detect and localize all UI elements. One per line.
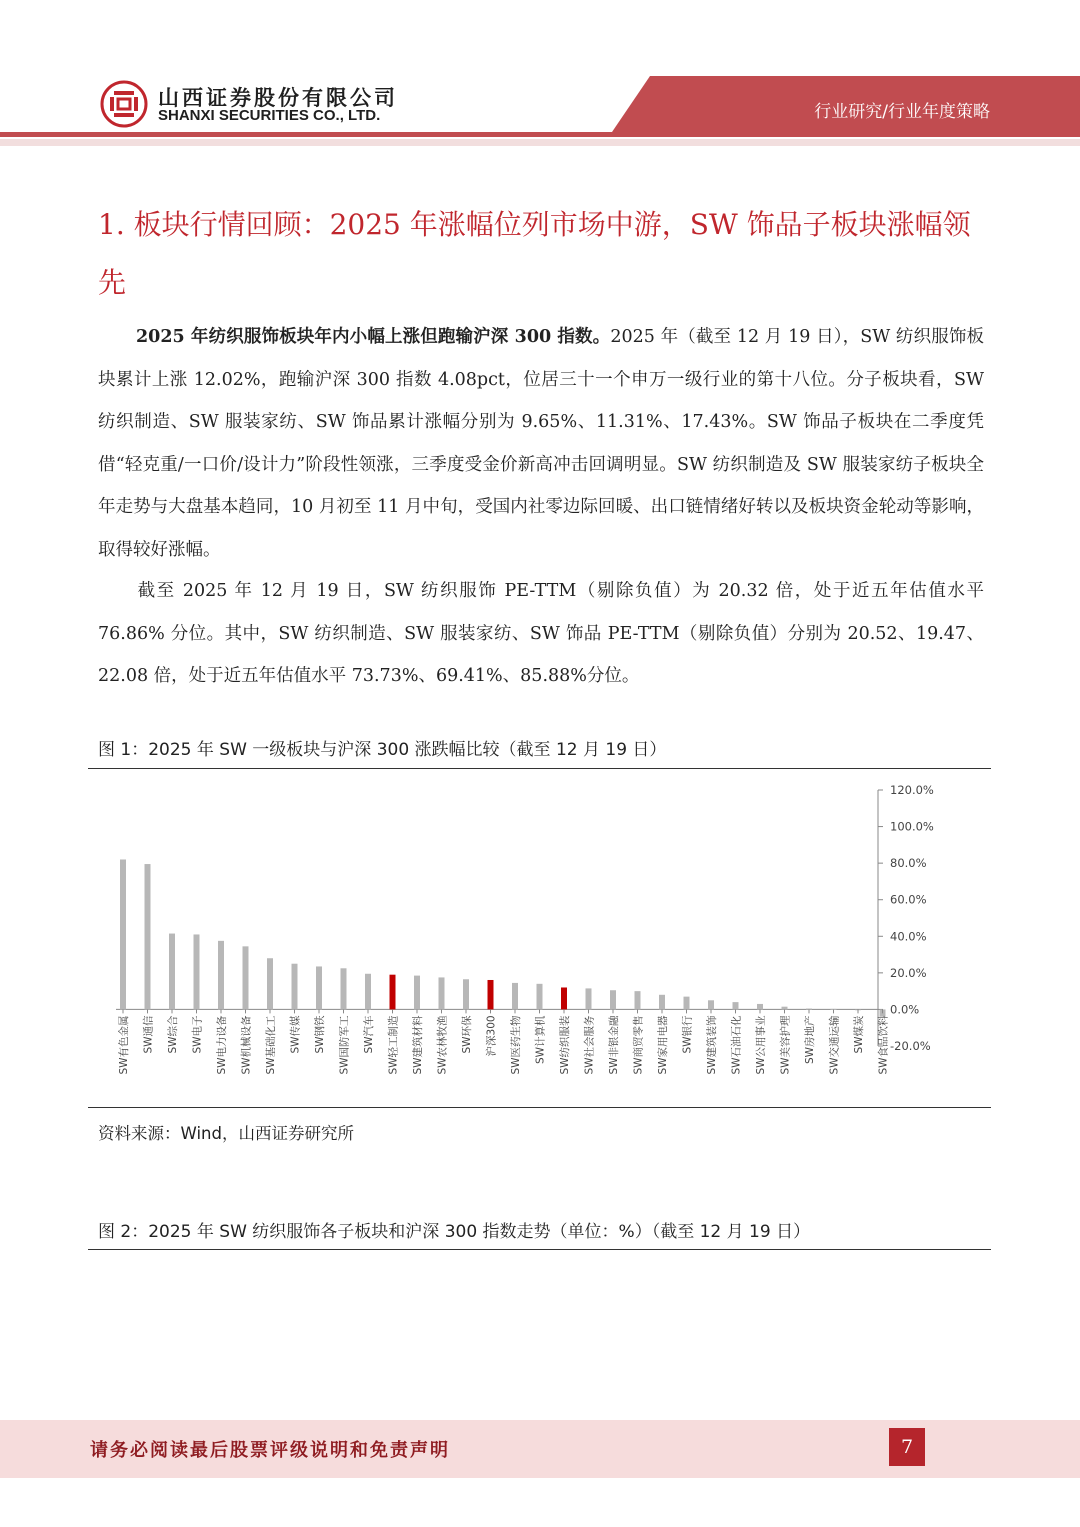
bar-5: [243, 946, 249, 1009]
report-type-label: 行业研究/行业年度策略: [814, 102, 990, 122]
paragraph-2: [98, 570, 984, 698]
category-label: SW汽车: [363, 1015, 375, 1054]
paragraph-1-lead: 2025 年纺织服饰板块年内小幅上涨但跑输沪深 300 指数。: [136, 327, 611, 347]
paragraph-1-body: 2025 年（截至 12 月 19 日），SW 纺织服饰板块累计上涨 12.02%，跑输沪深 300 指数 4.08pct，位居三十一个申万一级行业的第十八位。分子板块看，SW 纺织制造、SW 服装家纺、SW 饰品累计涨幅分别为 9.65%、11.31%、17.43%。SW 饰品子板块在二季度凭借“轻克重/一口价/设计力”阶段性领涨，三季度受金价新高冲击回调明显。SW 纺织制造及 SW 服装家纺子板块全年走势与大盘基本趋同，10 月初至 11 月中旬，受国内社零边际回暖、出口链情绪好转以及板块资金轮动等影响，取得较好涨幅。: [98, 327, 984, 560]
header-band: [0, 0, 1080, 160]
company-logo-icon: [100, 80, 148, 128]
figure-1-source: 资料来源：Wind，山西证券研究所: [98, 1124, 354, 1143]
category-label: SW建筑装饰: [706, 1015, 718, 1075]
bar-1: [145, 864, 151, 1009]
category-label: SW纺织服装: [559, 1015, 571, 1075]
bar-24: [708, 1000, 714, 1009]
category-label: SW电力设备: [216, 1015, 228, 1075]
y-tick-label: -20.0%: [890, 1039, 931, 1053]
paragraph-2-body: 截至 2025 年 12 月 19 日，SW 纺织服饰 PE-TTM（剔除负值）为 20.32 倍，处于近五年估值水平 76.86% 分位。其中，SW 纺织制造、SW 服装家纺、SW 饰品 PE-TTM（剔除负值）分别为 20.52、19.47、22.08 倍，处于近五年估值水平 73.73%、69.41%、85.88%分位。: [98, 581, 984, 686]
page-number: 7: [889, 1428, 925, 1466]
category-label: SW交通运输: [828, 1015, 841, 1075]
category-label: SW计算机: [534, 1015, 547, 1064]
y-tick-label: 80.0%: [890, 856, 927, 871]
bar-3: [194, 934, 200, 1009]
category-label: SW农林牧渔: [436, 1015, 449, 1075]
figure-1-title: 图 1：2025 年 SW 一级板块与沪深 300 涨跌幅比较（截至 12 月 19 日）: [98, 740, 667, 760]
bar-26: [757, 1004, 763, 1009]
bar-27: [782, 1007, 788, 1010]
figure-2-top-rule: [88, 1249, 991, 1250]
figure-1-bottom-rule: [88, 1107, 991, 1108]
company-name-cn: 山西证券股份有限公司: [158, 86, 398, 110]
category-label: SW医药生物: [510, 1015, 522, 1075]
footer-disclaimer: 请务必阅读最后股票评级说明和免责声明: [90, 1440, 450, 1461]
category-label: SW煤炭: [853, 1015, 865, 1054]
bar-7: [292, 964, 298, 1010]
category-label: SW食品饮料: [877, 1015, 890, 1075]
bar-23: [684, 997, 690, 1010]
bar-8: [316, 966, 322, 1009]
bar-20: [610, 990, 616, 1009]
company-name-en: SHANXI SECURITIES CO., LTD.: [158, 107, 381, 124]
bar-19: [586, 988, 592, 1009]
page-header: [0, 0, 1080, 160]
category-label: SW传媒: [289, 1015, 302, 1054]
bar-13: [439, 977, 445, 1009]
paragraph-1: [98, 316, 984, 571]
y-tick-label: 120.0%: [890, 783, 934, 797]
y-tick-label: 20.0%: [890, 965, 927, 980]
figure-2-title: 图 2：2025 年 SW 纺织服饰各子板块和沪深 300 指数走势（单位：%）（截至 12 月 19 日）: [98, 1222, 811, 1242]
y-tick-label: 60.0%: [890, 892, 927, 907]
bar-22: [659, 995, 665, 1010]
bar-15: [488, 980, 494, 1009]
category-label: SW环保: [461, 1015, 473, 1054]
category-label: SW建筑材料: [412, 1015, 424, 1075]
y-tick-label: 100.0%: [890, 819, 934, 834]
category-label: SW钢铁: [314, 1015, 326, 1054]
category-label: SW石油石化: [730, 1015, 743, 1075]
category-label: SW非银金融: [608, 1015, 620, 1075]
bar-9: [341, 968, 347, 1009]
category-label: SW公用事业: [755, 1015, 767, 1075]
category-label: SW综合: [167, 1015, 179, 1054]
bar-18: [561, 987, 567, 1009]
bar-11: [390, 975, 396, 1010]
figure-1-chart: [88, 770, 991, 1106]
category-label: SW商贸零售: [632, 1015, 645, 1075]
bar-12: [414, 976, 420, 1010]
bar-16: [512, 983, 518, 1010]
category-label: SW家用电器: [657, 1015, 669, 1075]
category-label: SW机械设备: [240, 1015, 253, 1075]
bar-6: [267, 958, 273, 1009]
y-tick-label: 0.0%: [890, 1002, 920, 1017]
bar-14: [463, 979, 469, 1009]
category-label: 沪深300: [485, 1015, 498, 1057]
bar-17: [537, 984, 543, 1010]
bar-10: [365, 974, 371, 1010]
figure-1-top-rule: [88, 768, 991, 769]
bar-0: [120, 859, 126, 1009]
bar-21: [635, 991, 641, 1009]
category-label: SW社会服务: [583, 1015, 596, 1075]
category-label: SW有色金属: [118, 1015, 130, 1075]
bar-28: [806, 1009, 812, 1010]
category-label: SW基础化工: [265, 1015, 277, 1075]
category-label: SW房地产: [804, 1015, 816, 1064]
y-tick-label: 40.0%: [890, 929, 927, 944]
bar-25: [733, 1002, 739, 1009]
bar-2: [169, 934, 175, 1010]
category-label: SW国防军工: [338, 1015, 351, 1075]
bar-4: [218, 941, 224, 1010]
category-label: SW通信: [142, 1015, 155, 1054]
category-label: SW轻工制造: [387, 1015, 400, 1075]
category-label: SW电子: [191, 1015, 204, 1054]
category-label: SW银行: [681, 1015, 694, 1054]
category-label: SW美容护理: [779, 1015, 792, 1075]
section-title: 1. 板块行情回顾：2025 年涨幅位列市场中游，SW 饰品子板块涨幅领先: [98, 208, 971, 299]
